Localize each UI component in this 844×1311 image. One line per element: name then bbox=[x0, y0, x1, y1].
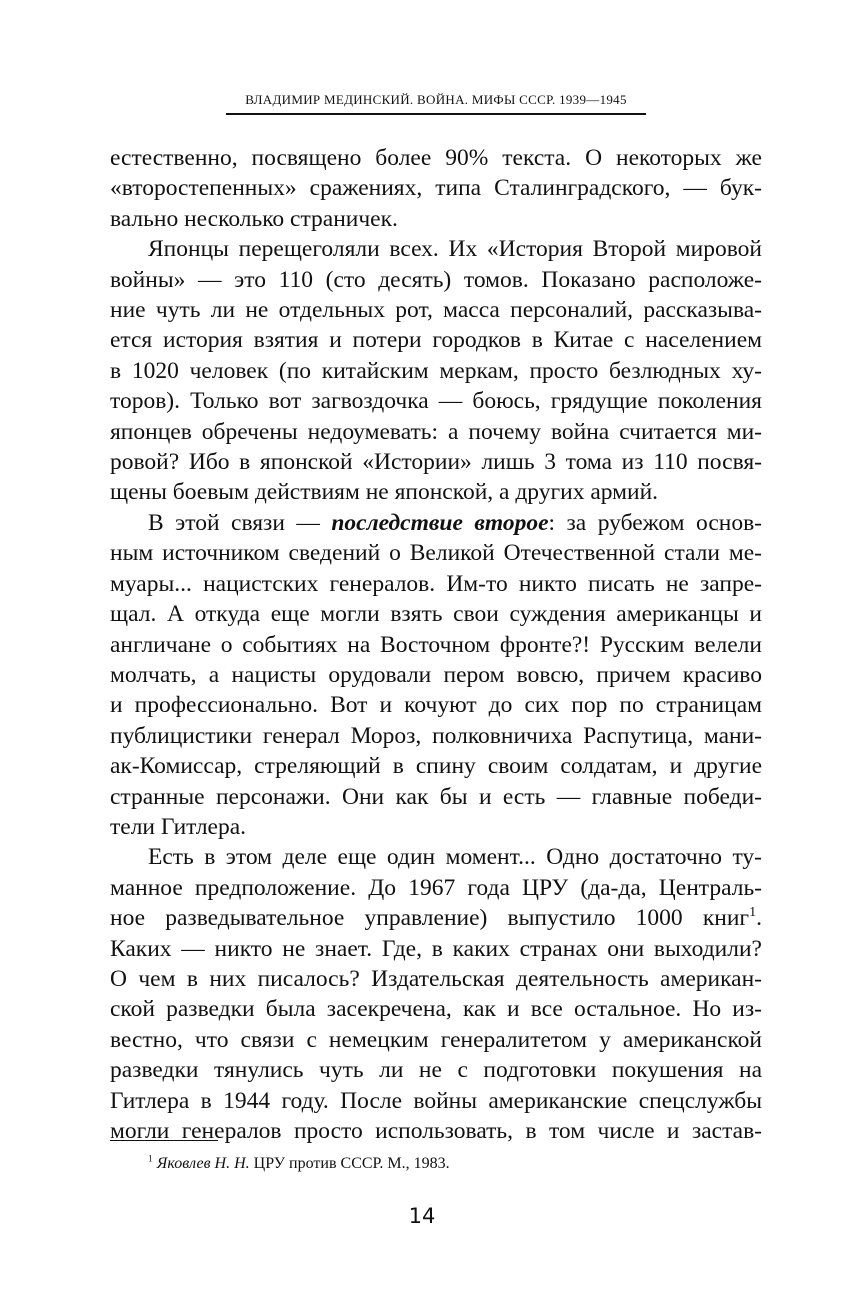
text-line bbox=[110, 508, 762, 538]
text-line: японцев обречены недоумевать: а почему война считается ми- bbox=[110, 418, 762, 445]
text-line: щал. А откуда еще могли взять свои суждения американцы и bbox=[110, 601, 762, 628]
text-line: ской разведки была засекречена, как и все остальное. Но из- bbox=[110, 996, 762, 1023]
paragraph-4 bbox=[110, 842, 762, 1146]
footnote-text: ЦРУ против СССР. М., 1983. bbox=[249, 1155, 450, 1172]
text-line: тели Гитлера. bbox=[110, 813, 247, 840]
text-line: ровой? Ибо в японской «Истории» лишь 3 тома из 110 посвя- bbox=[110, 449, 762, 476]
text-line bbox=[110, 903, 762, 933]
text-fragment: : за рубежом основ- bbox=[548, 509, 762, 536]
text-fragment: ное разведывательное управление) выпустило 1000 книг bbox=[110, 905, 750, 932]
text-line: англичане о событиях на Восточном фронте?! Русским велели bbox=[110, 631, 762, 658]
text-line: торов). Только вот загвоздочка — боюсь, грядущие поколения bbox=[110, 388, 762, 415]
text-line: молчать, а нацисты орудовали пером вовсю, причем красиво bbox=[110, 661, 762, 688]
footnote-rule bbox=[110, 1140, 218, 1141]
text-line: манное предположение. До 1967 года ЦРУ (да-да, Централь- bbox=[110, 874, 762, 901]
text-line: разведки тянулись чуть ли не с подготовки покушения на bbox=[110, 1057, 762, 1084]
paragraph-3 bbox=[110, 508, 762, 842]
text-line: Гитлера в 1944 году. После войны американские спецслужбы bbox=[110, 1087, 762, 1114]
text-line: Есть в этом деле еще один момент... Одно достаточно ту- bbox=[148, 844, 762, 871]
footnote-author: Яковлев Н. Н. bbox=[156, 1155, 250, 1172]
text-line: ным источником сведений о Великой Отечественной стали ме- bbox=[110, 540, 762, 567]
paragraph-2 bbox=[110, 234, 762, 508]
paragraph-1 bbox=[110, 143, 762, 234]
text-line: Каких — никто не знает. Где, в каких странах они выходили? bbox=[110, 935, 762, 962]
footnote-reference: 1 bbox=[749, 904, 757, 921]
text-line: ется история взятия и потери городков в Китае с населением bbox=[110, 327, 762, 354]
footnote-mark: 1 bbox=[148, 1153, 153, 1165]
text-line: странные персонажи. Они как бы и есть — главные победи- bbox=[110, 783, 762, 810]
text-line: О чем в них писалось? Издательская деятельность американ- bbox=[110, 965, 762, 992]
text-line: публицистики генерал Мороз, полковничиха Распутица, мани- bbox=[110, 722, 762, 749]
text-line: могли генералов просто использовать, в том числе и застав- bbox=[110, 1118, 762, 1144]
page-number: 14 bbox=[408, 1204, 436, 1228]
text-line: ак-Комиссар, стреляющий в спину своим солдатам, и другие bbox=[110, 753, 762, 780]
text-line: естественно, посвящено более 90% текста. О некоторых же bbox=[110, 145, 762, 171]
text-fragment: В этой связи — bbox=[148, 509, 332, 536]
text-line: щены боевым действиям не японской, а других армий. bbox=[110, 479, 659, 506]
text-line: войны» — это 110 (сто десять) томов. Показано расположе- bbox=[110, 266, 762, 293]
body-text bbox=[110, 143, 762, 1146]
text-line: вально несколько страничек. bbox=[110, 205, 398, 232]
text-line: и профессионально. Вот и кочуют до сих пор по страницам bbox=[110, 692, 762, 719]
running-head-rule bbox=[226, 113, 646, 115]
text-line: ние чуть ли не отдельных рот, масса персоналий, рассказыва- bbox=[110, 297, 762, 324]
text-fragment: . bbox=[756, 905, 762, 932]
emphasis-phrase: последствие второе bbox=[331, 509, 549, 536]
text-line: «второстепенных» сражениях, типа Сталинградского, — бук- bbox=[110, 175, 762, 202]
text-line: в 1020 человек (по китайским меркам, просто безлюдных ху- bbox=[110, 357, 762, 384]
footnote bbox=[148, 1153, 450, 1175]
running-head: ВЛАДИМИР МЕДИНСКИЙ. ВОЙНА. МИФЫ СССР. 1939—1945 bbox=[245, 92, 627, 107]
text-line: муары... нацистских генералов. Им-то никто писать не запре- bbox=[110, 570, 762, 597]
text-line: вестно, что связи с немецким генералитетом у американской bbox=[110, 1026, 762, 1053]
text-line: Японцы перещеголяли всех. Их «История Второй мировой bbox=[148, 236, 762, 263]
